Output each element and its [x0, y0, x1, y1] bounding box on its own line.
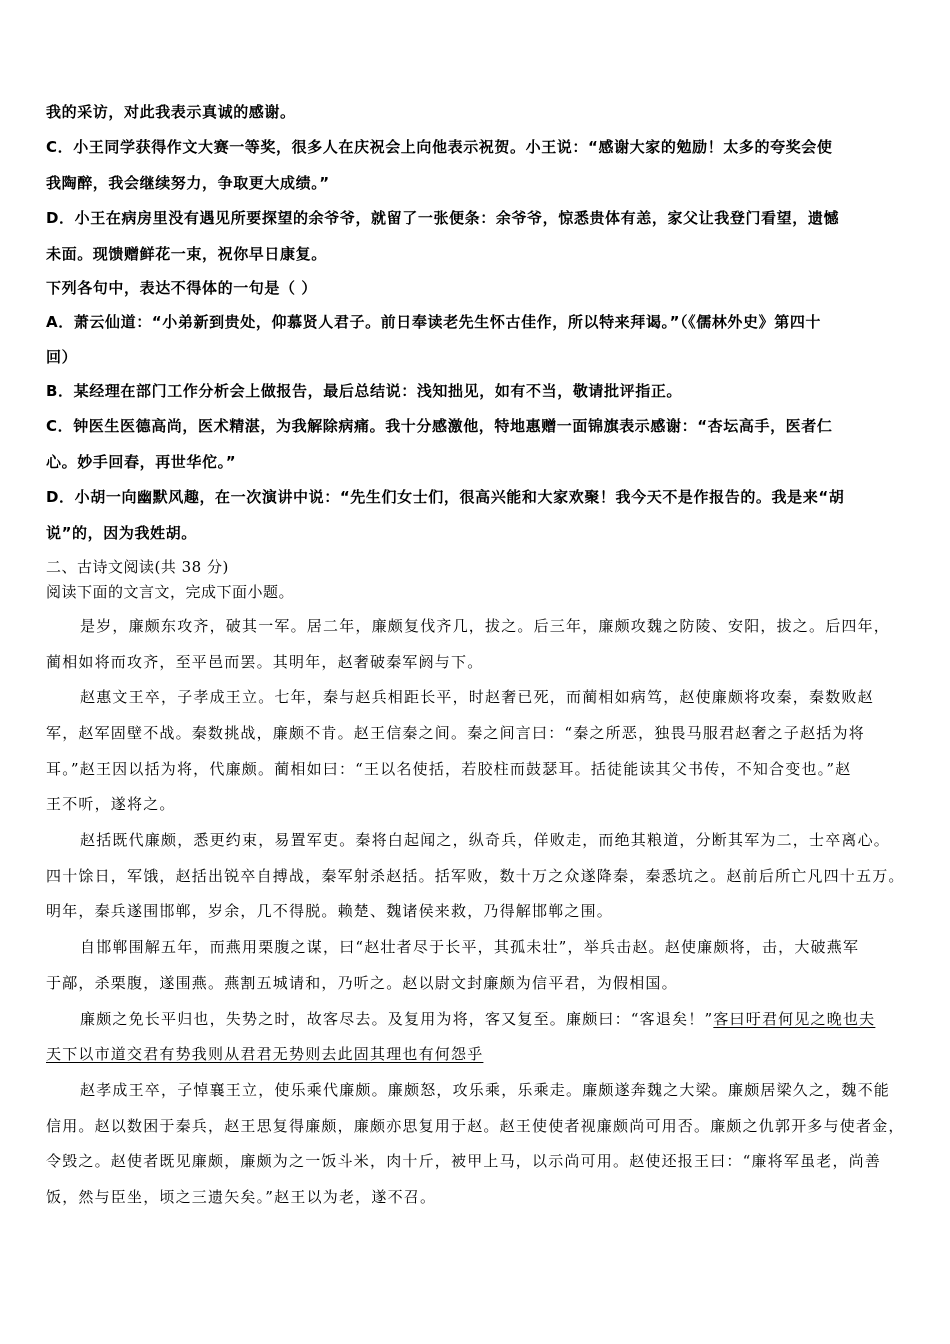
q-option-d-line-2: 说”的，因为我姓胡。	[46, 524, 197, 542]
passage-p5-text: 廉颇之免长平归也，失势之时，故客尽去。及复用为将，客又复至。廉颇曰：“客退矣！”	[80, 1010, 714, 1028]
option-c-line-1: C．小王同学获得作文大赛一等奖，很多人在庆祝会上向他表示祝贺。小王说：“感谢大家的勉励！太多的夸奖会使	[46, 138, 833, 156]
option-d-line-2: 未面。现馈赠鲜花一束，祝你早日康复。	[46, 245, 327, 263]
passage-p2-line-1: 赵惠文王卒，子孝成王立。七年，秦与赵兵相距长平，时赵奢已死，而蔺相如病笃，赵使廉颇将攻秦，秦数败赵	[80, 688, 874, 706]
passage-p3-line-1: 赵括既代廉颇，悉更约束，易置军吏。秦将白起闻之，纵奇兵，佯败走，而绝其粮道，分断其军为二，士卒离心。	[80, 831, 891, 849]
q-option-b: B．某经理在部门工作分析会上做报告，最后总结说：浅知拙见，如有不当，敬请批评指正。	[46, 382, 683, 400]
passage-p2-line-2: 军，赵军固壁不战。秦数挑战，廉颇不肯。赵王信秦之间。秦之间言曰：“秦之所恶，独畏马服君赵奢之子赵括为将	[46, 724, 865, 742]
section-heading: 二、古诗文阅读(共 38 分)	[46, 558, 229, 576]
passage-p6-line-3: 令毁之。赵使者既见廉颇，廉颇为之一饭斗米，肉十斤，被甲上马，以示尚可用。赵使还报王曰：“廉将军虽老，尚善	[46, 1152, 882, 1170]
passage-p1-line-1: 是岁，廉颇东攻齐，破其一军。居二年，廉颇复伐齐几，拔之。后三年，廉颇攻魏之防陵、安阳，拔之。后四年，	[80, 617, 891, 635]
passage-p2-line-3: 耳。”赵王因以括为将，代廉颇。蔺相如曰：“王以名使括，若胶柱而鼓瑟耳。括徒能读其父书传，不知合变也。”赵	[46, 760, 852, 778]
passage-p4-line-1: 自邯郸围解五年，而燕用栗腹之谋，曰“赵壮者尽于长平，其孤未壮”，举兵击赵。赵使廉颇将，击，大破燕军	[80, 938, 860, 956]
reading-instruction: 阅读下面的文言文，完成下面小题。	[46, 583, 295, 601]
passage-p6-line-1: 赵孝成王卒，子悼襄王立，使乐乘代廉颇。廉颇怒，攻乐乘，乐乘走。廉颇遂奔魏之大梁。廉颇居梁久之，魏不能	[80, 1081, 891, 1099]
passage-p3-line-2: 四十馀日，军饿，赵括出锐卒自搏战，秦军射杀赵括。括军败，数十万之众遂降秦，秦悉坑之。赵前后所亡凡四十五万。	[46, 867, 905, 885]
q-option-a-line-2: 回）	[46, 348, 78, 366]
passage-p6-line-2: 信用。赵以数困于秦兵，赵王思复得廉颇，廉颇亦思复用于赵。赵王使使者视廉颇尚可用否。廉颇之仇郭开多与使者金，	[46, 1117, 905, 1135]
option-c-line-2: 我陶醉，我会继续努力，争取更大成绩。”	[46, 174, 330, 192]
passage-p1-line-2: 蔺相如将而攻齐，至平邑而罢。其明年，赵奢破秦军阏与下。	[46, 653, 484, 671]
passage-p2-line-4: 王不听，遂将之。	[46, 795, 176, 813]
q-option-d-line-1: D．小胡一向幽默风趣，在一次演讲中说：“先生们女士们，很高兴能和大家欢聚！我今天不是作报告的。我是来“胡	[46, 488, 845, 506]
passage-p6-line-4: 饭，然与臣坐，顷之三遗矢矣。”赵王以为老，遂不召。	[46, 1188, 437, 1206]
passage-p3-line-3: 明年，秦兵遂围邯郸，岁余，几不得脱。赖楚、魏诸侯来救，乃得解邯郸之围。	[46, 902, 614, 920]
option-b-continued: 我的采访，对此我表示真诚的感谢。	[46, 103, 296, 121]
q-option-a-line-1: A．萧云仙道：“小弟新到贵处，仰慕贤人君子。前日奉读老先生怀古佳作，所以特来拜谒。”（《儒林外史》第四十	[46, 313, 822, 331]
passage-p5-line-1	[80, 1008, 875, 1029]
option-d-line-1: D．小王在病房里没有遇见所要探望的余爷爷，就留了一张便条：余爷爷，惊悉贵体有恙，家父让我登门看望，遗憾	[46, 209, 840, 227]
underlined-unpunctuated-text: 客曰吁君何见之晚也夫	[713, 1010, 876, 1028]
question-stem: 下列各句中，表达不得体的一句是（ ）	[46, 279, 318, 297]
passage-p4-line-2: 于鄗，杀栗腹，遂围燕。燕割五城请和，乃听之。赵以尉文封廉颇为信平君，为假相国。	[46, 974, 678, 992]
q-option-c-line-1: C．钟医生医德高尚，医术精湛，为我解除病痛。我十分感激他，特地惠赠一面锦旗表示感谢：“杏坛高手，医者仁	[46, 417, 833, 435]
underlined-unpunctuated-text-cont: 天下以市道交君有势我则从君君无势则去此固其理也有何怨乎	[46, 1045, 484, 1063]
q-option-c-line-2: 心。妙手回春，再世华佗。”	[46, 453, 237, 471]
